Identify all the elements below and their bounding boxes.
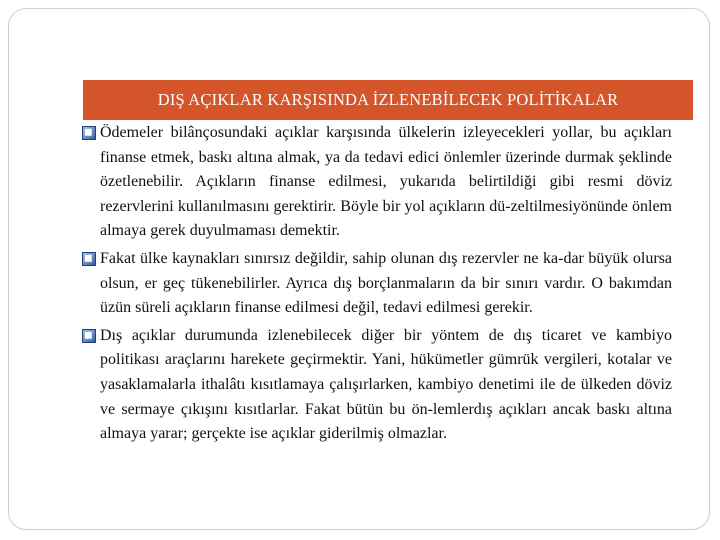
title-banner xyxy=(83,80,693,120)
bullet-item xyxy=(80,121,672,244)
slide-title: DIŞ AÇIKLAR KARŞISINDA İZLENEBİLECEK POLİTİKALAR xyxy=(157,90,619,109)
bullet-list xyxy=(80,121,672,450)
bullet-text: Fakat ülke kaynakları sınırsız değildir, sahip olunan dış rezervler ne ka-dar büyük olursa olsun, er geç tükenebilirler. Ayrıca dış borçlanmaların da bir sınırı vardır. O bakımdan üzün süreli açıkların finanse edilmesi değil, tedavi edilmesi gerekir. xyxy=(100,249,672,317)
checkbox-bullet-icon xyxy=(82,252,96,266)
bullet-text: Dış açıklar durumunda izlenebilecek diğer bir yöntem de dış ticaret ve kambiyo politikası araçlarını harekete geçirmektir. Yani, hükümetler gümrük vergileri, kotalar ve yasaklamalarla ithalâtı kısıtlamaya çalışırlarken, kambiyo denetimi ile de ülkeden döviz ve sermaye çıkışını kısıtlarlar. Fakat bütün bu ön-lemlerdış açıkları ancak baskı altına almaya yarar; gerçekte ise açıklar giderilmiş olmazlar. xyxy=(100,326,672,443)
checkbox-bullet-icon xyxy=(82,329,96,343)
bullet-text: Ödemeler bilânçosundaki açıklar karşısında ülkelerin izleyecekleri yollar, bu açıkları finanse etmek, baskı altına almak, ya da tedavi edici önlemler üzerinde durmak şeklinde özetlenebilir. Açıkların finanse edilmesi, yukarıda belirtildiği gibi resmi döviz rezervlerini kullanılmasını gerektirir. Böyle bir yol açıkların dü-zeltilmesiyönünde önlem almaya gerek duyulmaması demektir. xyxy=(100,124,672,240)
bullet-item xyxy=(80,324,672,447)
bullet-item xyxy=(80,247,672,321)
checkbox-bullet-icon xyxy=(82,126,96,140)
